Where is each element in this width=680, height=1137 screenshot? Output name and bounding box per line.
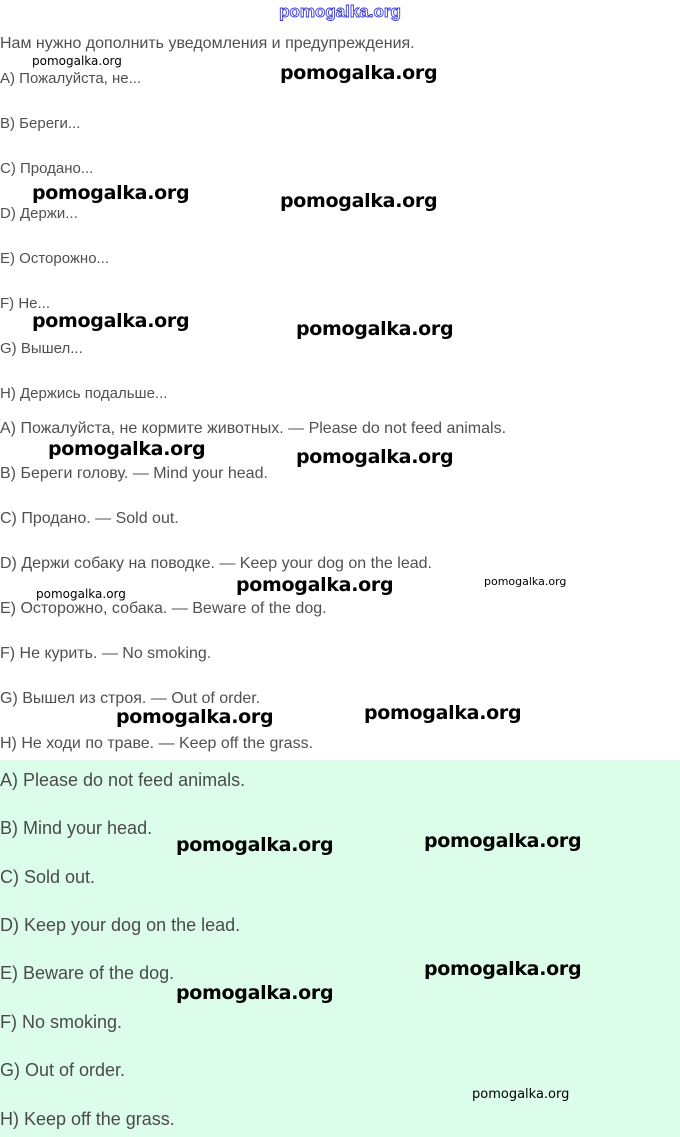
translation-item: F) Не курить. — No smoking.: [0, 645, 212, 662]
watermark-text: pomogalka.org: [296, 446, 454, 468]
watermark-text: pomogalka.org: [176, 834, 334, 856]
watermark-text: pomogalka.org: [424, 830, 582, 852]
watermark-text: pomogalka.org: [32, 182, 190, 204]
watermark-text: pomogalka.org: [296, 318, 454, 340]
translation-item: E) Осторожно, собака. — Beware of the dog.: [0, 600, 327, 617]
prompt-item: G) Вышел...: [0, 340, 83, 357]
site-header-logo[interactable]: pomogalka.org: [279, 2, 401, 21]
translation-item: G) Вышел из строя. — Out of order.: [0, 690, 261, 707]
answer-item: E) Beware of the dog.: [0, 963, 175, 983]
translation-item: D) Держи собаку на поводке. — Keep your dog on the lead.: [0, 555, 432, 572]
prompt-item: B) Береги...: [0, 115, 81, 132]
watermark-text: pomogalka.org: [32, 54, 122, 68]
answer-item: C) Sold out.: [0, 867, 96, 887]
watermark-text: pomogalka.org: [236, 574, 394, 596]
watermark-text: pomogalka.org: [32, 310, 190, 332]
translation-item: H) Не ходи по траве. — Keep off the grass.: [0, 735, 314, 752]
answer-item: B) Mind your head.: [0, 818, 153, 838]
prompt-item: F) Не...: [0, 295, 51, 312]
watermark-text: pomogalka.org: [484, 575, 567, 588]
translation-item: A) Пожалуйста, не кормите животных. — Please do not feed animals.: [0, 420, 507, 437]
answer-item: D) Keep your dog on the lead.: [0, 915, 241, 935]
watermark-text: pomogalka.org: [116, 706, 274, 728]
prompt-item: C) Продано...: [0, 160, 94, 177]
intro-text: Нам нужно дополнить уведомления и предупреждения.: [0, 35, 415, 52]
watermark-text: pomogalka.org: [176, 982, 334, 1004]
translation-item: B) Береги голову. — Mind your head.: [0, 465, 268, 482]
watermark-text: pomogalka.org: [36, 587, 126, 601]
answer-item: G) Out of order.: [0, 1060, 126, 1080]
prompt-item: H) Держись подальше...: [0, 385, 168, 402]
watermark-text: pomogalka.org: [472, 1087, 570, 1102]
prompt-item: A) Пожалуйста, не...: [0, 70, 142, 87]
translation-item: C) Продано. — Sold out.: [0, 510, 179, 527]
watermark-text: pomogalka.org: [280, 190, 438, 212]
prompt-item: E) Осторожно...: [0, 250, 110, 267]
answer-item: F) No smoking.: [0, 1012, 123, 1032]
watermark-text: pomogalka.org: [424, 958, 582, 980]
watermark-text: pomogalka.org: [48, 438, 206, 460]
watermark-text: pomogalka.org: [280, 62, 438, 84]
watermark-text: pomogalka.org: [364, 702, 522, 724]
prompt-item: D) Держи...: [0, 205, 78, 222]
answer-item: H) Keep off the grass.: [0, 1109, 175, 1129]
answer-item: A) Please do not feed animals.: [0, 770, 246, 790]
